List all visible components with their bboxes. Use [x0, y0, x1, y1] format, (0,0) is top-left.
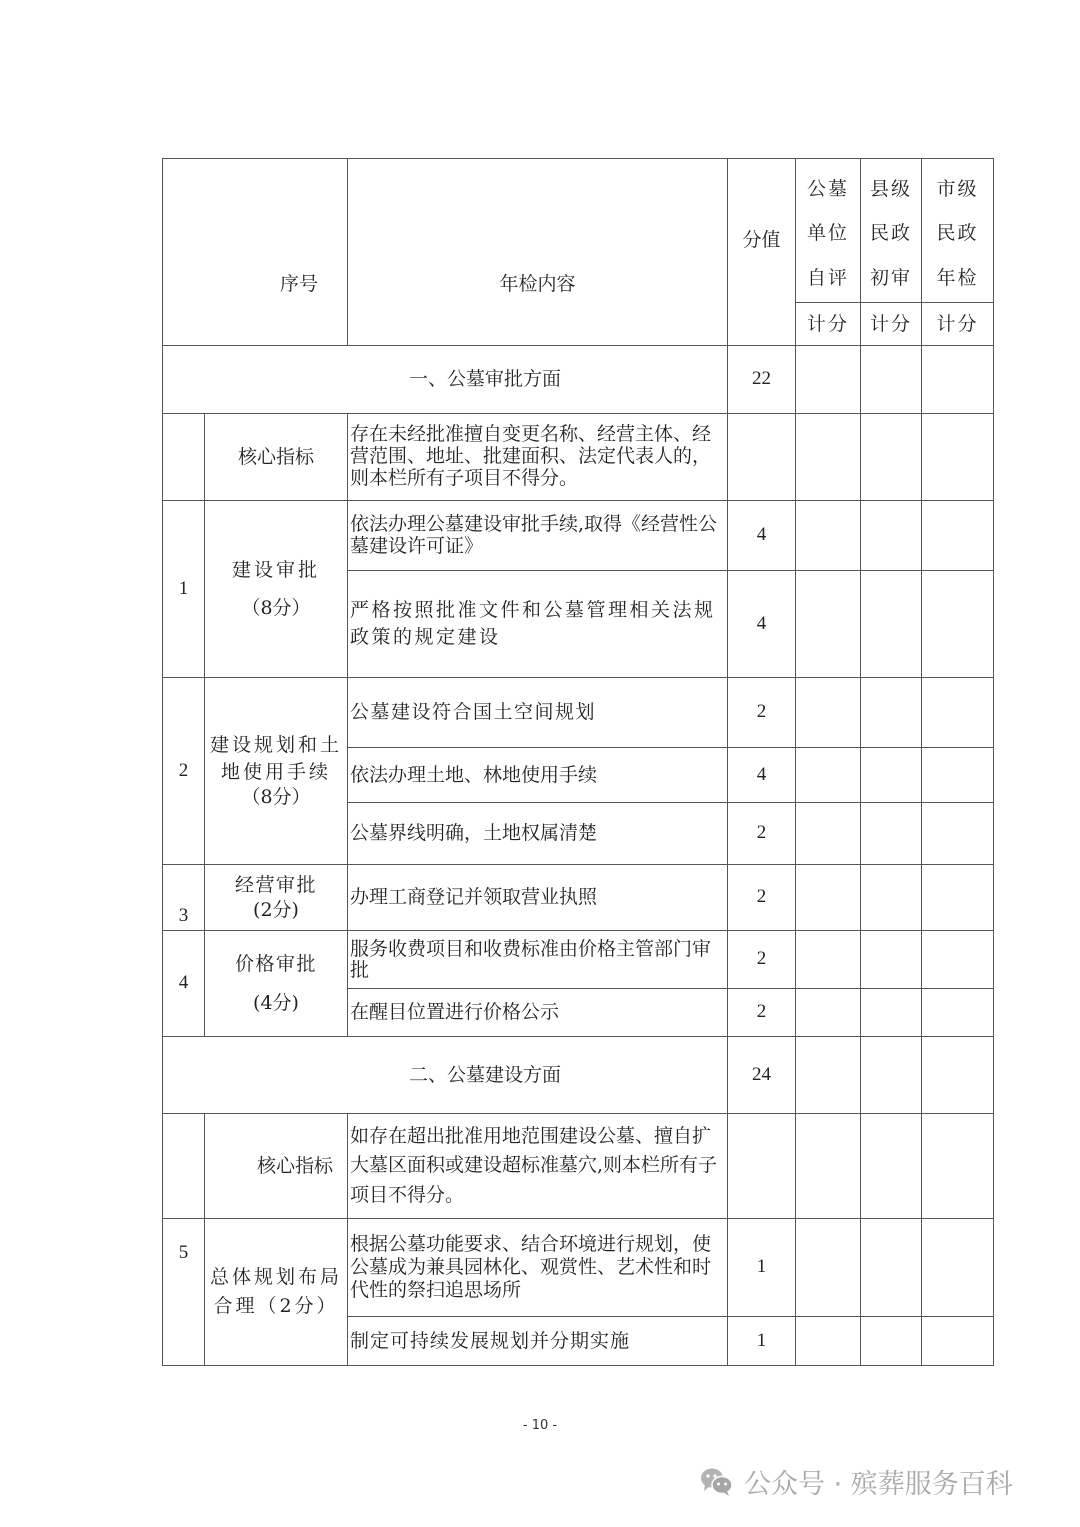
header-self-eval: [796, 159, 861, 303]
item-score: 4: [728, 571, 796, 678]
item-score: 1: [728, 1317, 796, 1366]
group-name-text: 经营审批: [235, 874, 318, 897]
section-row: [163, 346, 994, 414]
county-score-cell[interactable]: [861, 678, 922, 748]
group-name: [205, 931, 348, 1037]
city-score-cell[interactable]: [922, 1037, 994, 1114]
group-seq: 3: [163, 865, 205, 931]
self-score-cell[interactable]: [796, 571, 861, 678]
item-score: 2: [728, 678, 796, 748]
core-indicator-label: 核心指标: [205, 1114, 348, 1219]
table-row: [163, 501, 994, 571]
city-score-cell[interactable]: [922, 501, 994, 571]
item-text: 依法办理土地、林地使用手续: [348, 748, 728, 803]
header-seq-label: 序号: [280, 272, 319, 295]
section-score: 22: [728, 346, 796, 414]
group-points: （8分）: [241, 786, 311, 809]
city-score-cell[interactable]: [922, 1114, 994, 1219]
header-seq: [163, 159, 348, 346]
city-score-cell[interactable]: [922, 571, 994, 678]
item-text: 服务收费项目和收费标准由价格主管部门审批: [348, 931, 728, 989]
header-self-line4: 计分: [796, 303, 861, 346]
county-score-cell[interactable]: [861, 414, 922, 501]
item-text: 严格按照批准文件和公墓管理相关法规政策的规定建设: [348, 571, 728, 678]
group-name: [205, 865, 348, 931]
city-score-cell[interactable]: [922, 865, 994, 931]
city-score-cell[interactable]: [922, 346, 994, 414]
page-number: - 10 -: [522, 1418, 558, 1433]
group-seq: 1: [163, 501, 205, 678]
city-score-cell[interactable]: [922, 1219, 994, 1317]
group-name: 总体规划布局合理（2分）: [205, 1219, 348, 1366]
county-score-cell[interactable]: [861, 865, 922, 931]
item-text: 公墓建设符合国土空间规划: [348, 678, 728, 748]
self-score-cell[interactable]: [796, 346, 861, 414]
score-cell: [728, 1114, 796, 1219]
header-city-line4: 计分: [922, 303, 994, 346]
core-indicator-row: [163, 1114, 994, 1219]
score-cell: [728, 414, 796, 501]
seq-cell: [163, 414, 205, 501]
table-row: [163, 1219, 994, 1317]
county-score-cell[interactable]: [861, 1114, 922, 1219]
wechat-icon: [700, 1467, 734, 1497]
section-row: [163, 1037, 994, 1114]
group-name: [205, 501, 348, 678]
county-score-cell[interactable]: [861, 1219, 922, 1317]
item-text: 根据公墓功能要求、结合环境进行规划，使公墓成为兼具园林化、观赏性、艺术性和时代性的祭扫追思场所: [348, 1219, 728, 1317]
item-score: 4: [728, 501, 796, 571]
annual-inspection-table: [162, 158, 994, 1366]
county-score-cell[interactable]: [861, 501, 922, 571]
city-score-cell[interactable]: [922, 748, 994, 803]
header-county-line1: 县级: [870, 178, 913, 200]
group-seq: 4: [163, 931, 205, 1037]
self-score-cell[interactable]: [796, 803, 861, 865]
city-score-cell[interactable]: [922, 414, 994, 501]
header-score-label: 分值: [742, 228, 781, 251]
county-score-cell[interactable]: [861, 1317, 922, 1366]
item-score: 2: [728, 989, 796, 1037]
item-score: 4: [728, 748, 796, 803]
county-score-cell[interactable]: [861, 989, 922, 1037]
self-score-cell[interactable]: [796, 1317, 861, 1366]
self-score-cell[interactable]: [796, 865, 861, 931]
core-indicator-text: 存在未经批准擅自变更名称、经营主体、经营范围、地址、批建面积、法定代表人的，则本栏所有子项目不得分。: [348, 414, 728, 501]
item-text: 办理工商登记并领取营业执照: [348, 865, 728, 931]
item-text: 制定可持续发展规划并分期实施: [348, 1317, 728, 1366]
city-score-cell[interactable]: [922, 931, 994, 989]
group-seq: 5: [163, 1219, 205, 1366]
self-score-cell[interactable]: [796, 1037, 861, 1114]
item-score: 2: [728, 803, 796, 865]
city-score-cell[interactable]: [922, 803, 994, 865]
item-text: 依法办理公墓建设审批手续,取得《经营性公墓建设许可证》: [348, 501, 728, 571]
section-title-text: 二、公墓建设方面: [409, 1063, 562, 1086]
header-city: [922, 159, 994, 303]
header-self-line2: 单位: [807, 222, 850, 245]
self-score-cell[interactable]: [796, 678, 861, 748]
header-county-line4: 计分: [861, 303, 922, 346]
header-content: [348, 159, 728, 346]
table-row: [163, 678, 994, 748]
city-score-cell[interactable]: [922, 678, 994, 748]
header-city-line1: 市级: [936, 178, 979, 200]
group-points: (4分): [253, 991, 299, 1014]
header-county-line3: 初审: [870, 266, 913, 289]
header-self-line3: 自评: [807, 266, 850, 289]
county-score-cell[interactable]: [861, 1037, 922, 1114]
group-name-text: 价格审批: [235, 953, 318, 976]
group-name: [205, 678, 348, 865]
self-score-cell[interactable]: [796, 501, 861, 571]
header-city-line2: 民政: [936, 222, 979, 245]
city-score-cell[interactable]: [922, 989, 994, 1037]
core-indicator-row: [163, 414, 994, 501]
header-score: [728, 159, 796, 346]
section-title-text: 一、公墓审批方面: [409, 368, 562, 391]
county-score-cell[interactable]: [861, 571, 922, 678]
header-content-label: 年检内容: [499, 272, 576, 295]
table-row: [163, 865, 994, 931]
county-score-cell[interactable]: [861, 931, 922, 989]
item-text: 在醒目位置进行价格公示: [348, 989, 728, 1037]
group-name-text: 建设规划和土地使用手续: [210, 734, 343, 783]
core-indicator-label: 核心指标: [205, 414, 348, 501]
self-score-cell[interactable]: [796, 931, 861, 989]
self-score-cell[interactable]: [796, 1114, 861, 1219]
self-score-cell[interactable]: [796, 989, 861, 1037]
watermark: [700, 1462, 1013, 1501]
self-score-cell[interactable]: [796, 414, 861, 501]
header-city-line3: 年检: [936, 266, 979, 289]
item-score: 1: [728, 1219, 796, 1317]
item-score: 2: [728, 931, 796, 989]
header-county-line2: 民政: [870, 222, 913, 245]
seq-cell: [163, 1114, 205, 1219]
item-score: 2: [728, 865, 796, 931]
group-seq: 2: [163, 678, 205, 865]
city-score-cell[interactable]: [922, 1317, 994, 1366]
self-score-cell[interactable]: [796, 748, 861, 803]
self-score-cell[interactable]: [796, 1219, 861, 1317]
section-title: [163, 1037, 728, 1114]
county-score-cell[interactable]: [861, 803, 922, 865]
header-county: [861, 159, 922, 303]
core-indicator-text: 如存在超出批准用地范围建设公墓、擅自扩大墓区面积或建设超标准墓穴,则本栏所有子项目不得分。: [348, 1114, 728, 1219]
table-row: [163, 931, 994, 989]
county-score-cell[interactable]: [861, 346, 922, 414]
item-text: 公墓界线明确，土地权属清楚: [348, 803, 728, 865]
section-score: 24: [728, 1037, 796, 1114]
group-points: （8分）: [241, 597, 311, 619]
group-name-text: 建设审批: [232, 558, 321, 581]
group-points: (2分): [253, 898, 299, 921]
county-score-cell[interactable]: [861, 748, 922, 803]
watermark-text: 公众号 · 殡葬服务百科: [744, 1469, 1013, 1500]
section-title: [163, 346, 728, 414]
header-self-line1: 公墓: [807, 178, 850, 200]
